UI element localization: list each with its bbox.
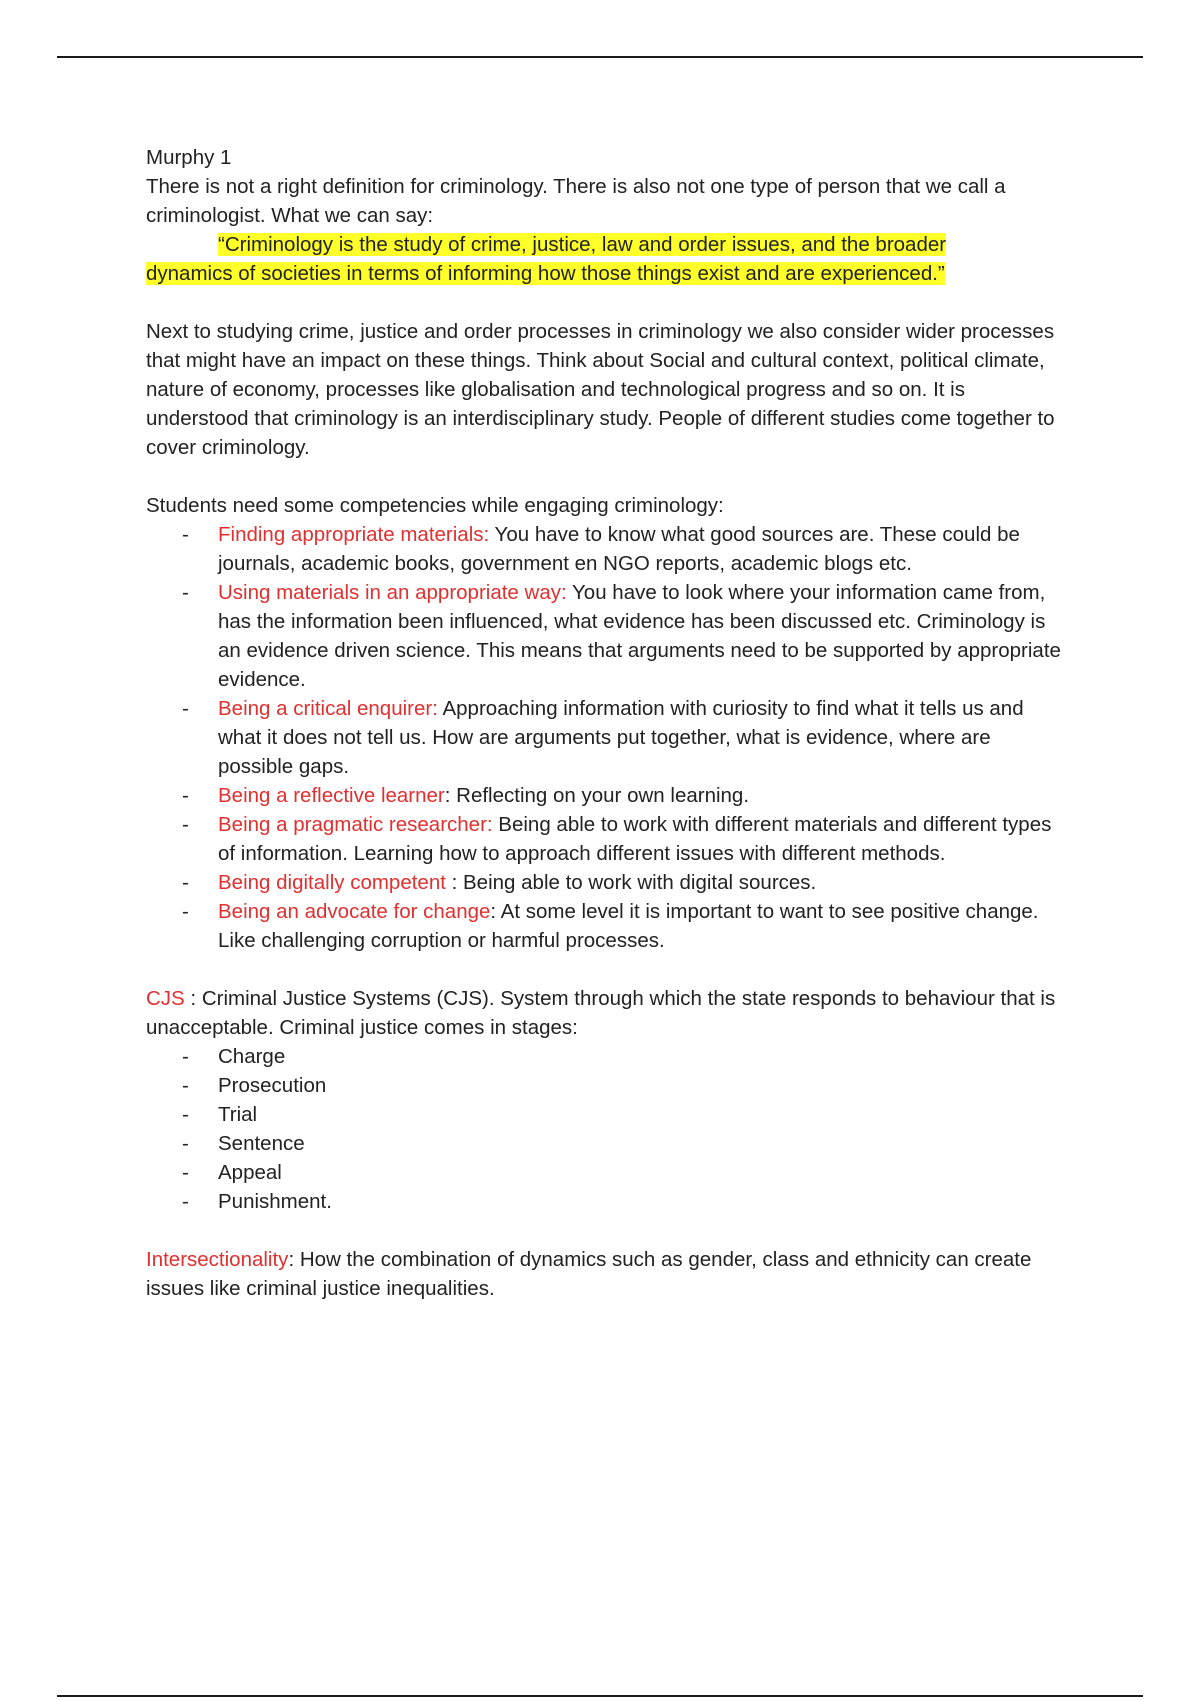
list-item <box>146 578 1066 694</box>
dash-bullet: - <box>182 871 189 894</box>
competency-term: Finding appropriate materials: <box>218 523 490 546</box>
list-item <box>146 694 1066 781</box>
list-item <box>146 897 1066 955</box>
competency-term: Being an advocate for change <box>218 900 491 923</box>
dash-bullet: - <box>182 813 189 836</box>
competency-text: : Reflecting on your own learning. <box>444 784 750 807</box>
competency-text: : Being able to work with digital sources. <box>445 871 817 894</box>
list-item <box>146 520 1066 578</box>
cjs-text: : Criminal Justice Systems (CJS). System through which the state responds to behaviour that is unacceptable. Criminal justice comes in stages: <box>146 987 1056 1039</box>
dash-bullet: - <box>182 697 189 720</box>
dash-bullet: - <box>182 1161 189 1184</box>
quote-line-2: dynamics of societies in terms of informing how those things exist and are experienced.” <box>146 262 945 285</box>
list-item <box>146 1071 1066 1100</box>
intersectionality-text: : How the combination of dynamics such as gender, class and ethnicity can create issues like criminal justice inequalities. <box>146 1248 1032 1300</box>
list-item <box>146 1187 1066 1216</box>
competency-term: Being a pragmatic researcher: <box>218 813 493 836</box>
top-rule <box>57 56 1143 58</box>
dash-bullet: - <box>182 1074 189 1097</box>
document-body <box>146 143 1066 1303</box>
intro-paragraph: There is not a right definition for criminology. There is also not one type of person that we call a criminologist. What we can say: <box>146 175 1006 227</box>
list-item <box>146 1042 1066 1071</box>
competency-text: : At some level it is important to want to see positive change. Like challenging corruption or harmful processes. <box>218 900 1039 952</box>
wider-processes-paragraph: Next to studying crime, justice and order processes in criminology we also consider wider processes that might have an impact on these things. Think about Social and cultural context, political climate, nature of economy, processes like globalisation and technological progress and so on. It is understood that criminology is an interdisciplinary study. People of different studies come together to cover criminology. <box>146 320 1055 459</box>
quote-line-1: “Criminology is the study of crime, justice, law and order issues, and the broader <box>218 233 947 256</box>
dash-bullet: - <box>182 1045 189 1068</box>
competency-term: Using materials in an appropriate way: <box>218 581 567 604</box>
list-item <box>146 810 1066 868</box>
competency-text: Approaching information with curiosity to find what it tells us and what it does not tell us. How are arguments put together, what is evidence, where are possible gaps. <box>218 697 1024 778</box>
competency-term: Being a critical enquirer: <box>218 697 438 720</box>
bottom-rule <box>57 1695 1143 1697</box>
cjs-term: CJS <box>146 987 185 1010</box>
list-item <box>146 868 1066 897</box>
stage-label: Charge <box>218 1045 286 1068</box>
list-item <box>146 1100 1066 1129</box>
dash-bullet: - <box>182 784 189 807</box>
cjs-stages-list <box>146 1042 1066 1216</box>
competency-term: Being digitally competent <box>218 871 446 894</box>
intersectionality-term: Intersectionality <box>146 1248 289 1271</box>
dash-bullet: - <box>182 1190 189 1213</box>
dash-bullet: - <box>182 900 189 923</box>
stage-label: Punishment. <box>218 1190 332 1213</box>
dash-bullet: - <box>182 1103 189 1126</box>
dash-bullet: - <box>182 523 189 546</box>
dash-bullet: - <box>182 581 189 604</box>
list-item <box>146 1158 1066 1187</box>
competencies-list <box>146 520 1066 955</box>
competency-term: Being a reflective learner <box>218 784 445 807</box>
competencies-heading: Students need some competencies while engaging criminology: <box>146 494 724 517</box>
stage-label: Appeal <box>218 1161 282 1184</box>
stage-label: Trial <box>218 1103 258 1126</box>
competency-text: Being able to work with different materials and different types of information. Learning how to approach different issues with different methods. <box>218 813 1052 865</box>
definition-quote <box>146 230 1066 288</box>
intersectionality-paragraph <box>146 1245 1066 1303</box>
stage-label: Prosecution <box>218 1074 327 1097</box>
dash-bullet: - <box>182 1132 189 1155</box>
list-item <box>146 781 1066 810</box>
stage-label: Sentence <box>218 1132 305 1155</box>
competency-text: You have to look where your information came from, has the information been influenced, what evidence has been discussed etc. Criminology is an evidence driven science. This means that arguments need to be supported by appropriate evidence. <box>218 581 1061 691</box>
competency-text: You have to know what good sources are. These could be journals, academic books, government en NGO reports, academic blogs etc. <box>218 523 1020 575</box>
cjs-paragraph <box>146 984 1066 1042</box>
list-item <box>146 1129 1066 1158</box>
page-label: Murphy 1 <box>146 146 232 169</box>
